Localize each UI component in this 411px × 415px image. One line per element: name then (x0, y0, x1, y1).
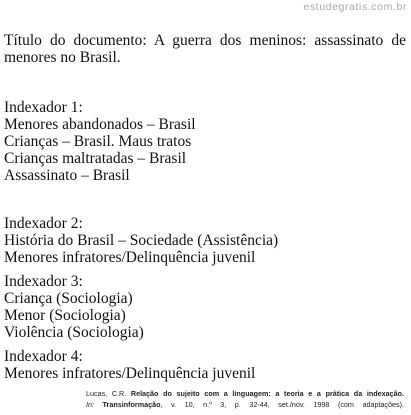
index-term: Crianças maltratadas – Brasil (4, 150, 187, 167)
indexer-block-3 (4, 273, 144, 341)
indexer-heading: Indexador 2: (4, 215, 83, 232)
index-term: Crianças – Brasil. Maus tratos (4, 133, 192, 150)
index-term: Menores infratores/Delinquência juvenil (4, 249, 256, 266)
reference-line-1 (86, 388, 404, 399)
indexer-block-4 (4, 348, 255, 382)
document-body (4, 32, 406, 382)
index-term: História do Brasil – Sociedade (Assistência) (4, 232, 279, 249)
index-term: Assassinato – Brasil (4, 167, 130, 184)
reference-work-title: Relação do sujeito com a linguagem: a teoria e a prática da indexação. (130, 389, 404, 398)
index-term: Menor (Sociologia) (4, 307, 126, 324)
indexer-heading: Indexador 3: (4, 273, 83, 290)
reference-line-2 (86, 399, 404, 410)
bibliographic-reference (86, 388, 404, 410)
index-term: Menores abandonados – Brasil (4, 116, 196, 133)
indexer-block-2 (4, 215, 278, 266)
indexer-block-1 (4, 99, 196, 184)
index-term: Violência (Sociologia) (4, 324, 144, 341)
indexer-heading: Indexador 1: (4, 99, 83, 116)
reference-in-label: In: (86, 400, 94, 409)
site-watermark: estudegratis.com.br (303, 1, 407, 13)
reference-details: , v. 10, n.º 3, p. 32-44, set./nov. 1998 (com adaptações). (160, 400, 405, 409)
index-term: Menores infratores/Delinquência juvenil (4, 365, 256, 382)
index-term: Criança (Sociologia) (4, 290, 133, 307)
document-title: Título do documento: A guerra dos meninos: assassinato de menores no Brasil. (4, 32, 406, 66)
indexer-heading: Indexador 4: (4, 348, 83, 365)
reference-journal: Transinformação (102, 400, 161, 409)
reference-author: Lucas, C.R. (86, 389, 127, 398)
